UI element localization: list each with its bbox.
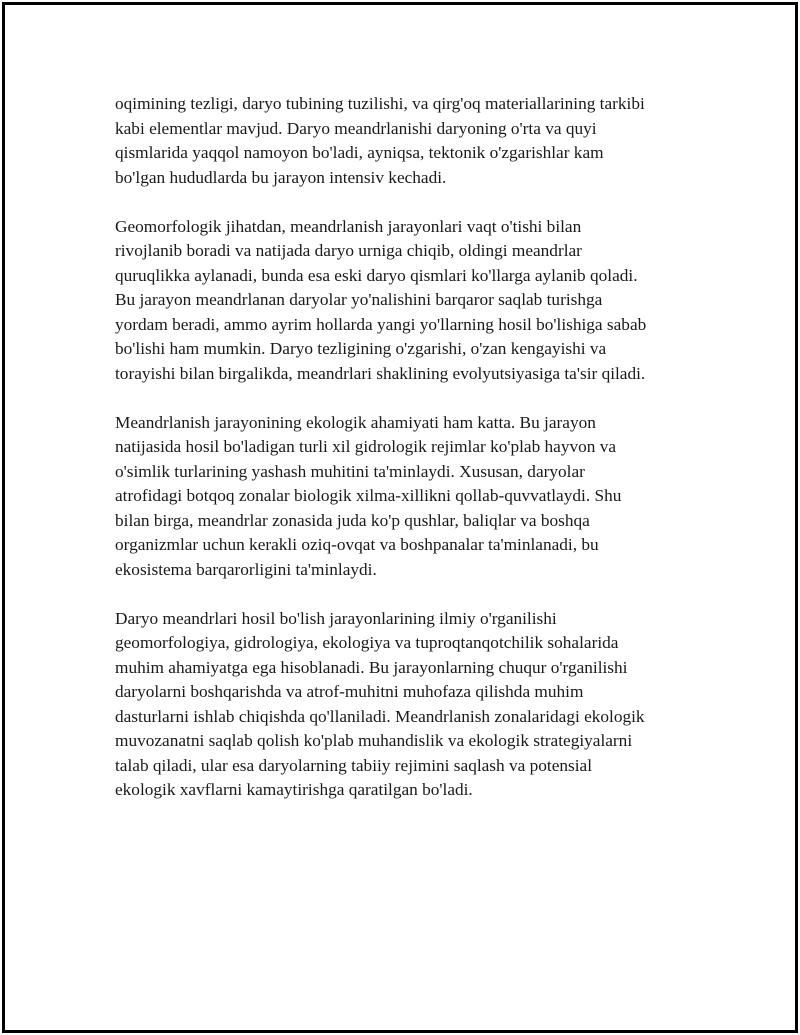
paragraph: Daryo meandrlari hosil bo'lish jarayonlarining ilmiy o'rganilishi geomorfologiya, gidrologiya, ekologiya va tuproqtanqotchilik sohalarida muhim ahamiyatga ega hisoblanadi. Bu jarayonlarning chuqur o'rganilishi daryolarni boshqarishda va atrof-muhitni muhofaza qilishda muhim dasturlarni ishlab chiqishda qo'llaniladi. Meandrlanish zonalaridagi ekologik muvozanatni saqlab qolish ko'plab muhandislik va ekologik strategiyalarni talab qiladi, ular esa daryolarning tabiiy rejimini saqlash va potensial ekologik xavflarni kamaytirishga qaratilgan bo'ladi. bbox=[115, 608, 645, 799]
paragraph: oqimining tezligi, daryo tubining tuzilishi, va qirg'oq materiallarining tarkibi kabi elementlar mavjud. Daryo meandrlanishi daryoning o'rta va quyi qismlarida yaqqol namoyon bo'ladi, ayniqsa, tektonik o'zgarishlar kam bo'lgan hududlarda bu jarayon intensiv kechadi. bbox=[115, 94, 645, 187]
document-body bbox=[115, 92, 695, 827]
paragraph: Meandrlanish jarayonining ekologik ahamiyati ham katta. Bu jarayon natijasida hosil bo'ladigan turli xil gidrologik rejimlar ko'plab hayvon va o'simlik turlarining yashash muhitini ta'minlaydi. Xususan, daryolar atrofidagi botqoq zonalar biologik xilma-xillikni qollab-quvvatlaydi. Shu bilan birga, meandrlar zonasida juda ko'p qushlar, baliqlar va boshqa organizmlar uchun kerakli oziq-ovqat va boshpanalar ta'minlanadi, bu ekosistema barqarorligini ta'minlaydi. bbox=[115, 412, 622, 579]
paragraph: Geomorfologik jihatdan, meandrlanish jarayonlari vaqt o'tishi bilan rivojlanib boradi va natijada daryo urniga chiqib, oldingi meandrlar quruqlikka aylanadi, bunda esa eski daryo qismlari ko'llarga aylanib qoladi. Bu jarayon meandrlanan daryolar yo'nalishini barqaror saqlab turishga yordam beradi, ammo ayrim hollarda yangi yo'llarning hosil bo'lishiga sabab bo'lishi ham mumkin. Daryo tezligining o'zgarishi, o'zan kengayishi va torayishi bilan birgalikda, meandrlari shaklining evolyutsiyasiga ta'sir qiladi. bbox=[115, 216, 647, 383]
